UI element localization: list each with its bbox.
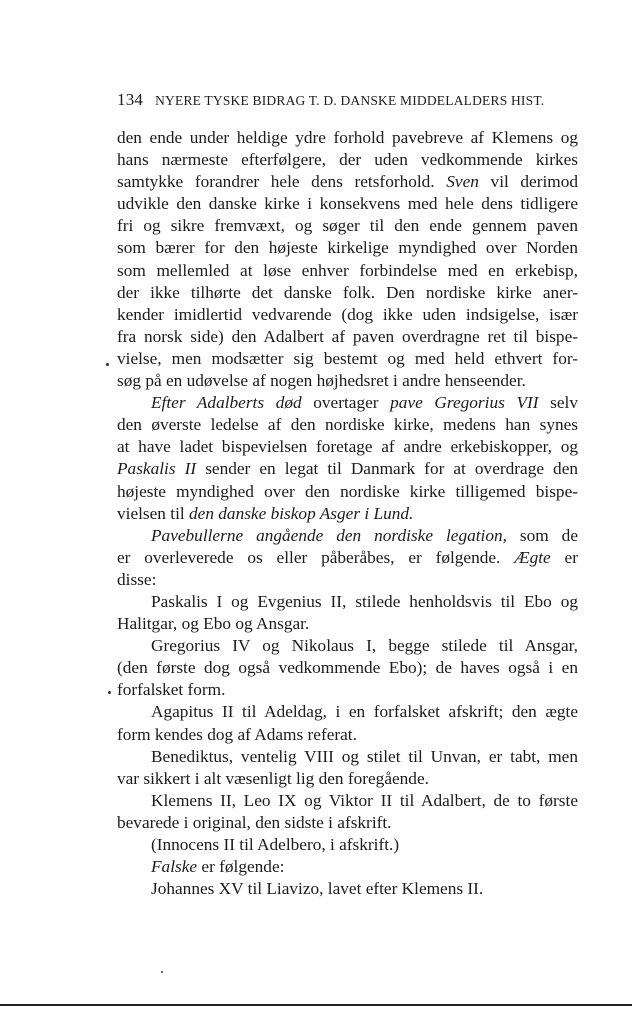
text-line: den øverste ledelse af den nordiske kirke, medens han synes bbox=[117, 415, 578, 435]
italic-run: Sven bbox=[446, 172, 479, 192]
text-run: er følgende: bbox=[201, 857, 285, 877]
text-run: er overleverede os eller påberåbes, er følgende. bbox=[117, 547, 501, 567]
text-line bbox=[117, 525, 578, 547]
text-line: Agapitus II til Adeldag, i en forfalsket afskrift; den ægte bbox=[151, 702, 578, 722]
body-text bbox=[117, 127, 578, 900]
text-line: fri og sikre fremvæxt, og søger til den ende gennem paven bbox=[117, 216, 578, 236]
text-run: vielsen til bbox=[117, 503, 185, 523]
text-line bbox=[117, 392, 578, 414]
italic-run: Efter Adalberts død bbox=[151, 393, 302, 413]
text-line bbox=[117, 547, 578, 569]
text-line: Johannes XV til Liavizo, lavet efter Klemens II. bbox=[151, 879, 484, 899]
text-run: overtager bbox=[313, 393, 379, 413]
text-line: var sikkert i alt væsenligt lig den foregående. bbox=[117, 768, 429, 788]
text-run: selv bbox=[550, 393, 578, 413]
text-line: der ikke tilhørte det danske folk. Den nordiske kirke aner- bbox=[117, 282, 578, 302]
margin-speck bbox=[108, 691, 111, 694]
text-line: udvikle den danske kirke i konsekvens med hele dens tidligere bbox=[117, 194, 578, 214]
text-line: (den første dog også vedkommende Ebo); de haves også i en bbox=[117, 658, 578, 678]
text-run: vil derimod bbox=[490, 172, 579, 192]
italic-run: Falske bbox=[151, 857, 198, 877]
text-line: den ende under heldige ydre forhold pavebreve af Klemens og bbox=[117, 128, 578, 147]
text-run: sender en legat til Danmark for at overdrage den bbox=[205, 459, 579, 479]
text-line: Benediktus, ventelig VIII og stilet til Unvan, er tabt, men bbox=[151, 746, 578, 766]
text-line: forfalsket form. bbox=[117, 680, 226, 700]
text-line: søg på en udøvelse af nogen højhedsret i andre henseender. bbox=[117, 371, 526, 391]
text-line: Halitgar, og Ebo og Ansgar. bbox=[117, 614, 310, 634]
page-edge-rule bbox=[0, 1004, 632, 1006]
text-line: fra norsk side) den Adalbert af paven overdragne ret til bispe- bbox=[117, 326, 578, 346]
text-line: disse: bbox=[117, 569, 157, 589]
italic-run: pave Gregorius VII bbox=[390, 393, 539, 413]
running-title: NYERE TYSKE BIDRAG T. D. DANSKE MIDDELALDERS HIST. bbox=[155, 93, 545, 108]
text-line: form kendes dog af Adams referat. bbox=[117, 724, 357, 744]
italic-run: Paskalis II bbox=[117, 459, 197, 479]
text-line: (Innocens II til Adelbero, i afskrift.) bbox=[151, 835, 400, 854]
text-line: Gregorius IV og Nikolaus I, begge stilede til Ansgar, bbox=[151, 636, 578, 656]
text-line: som bærer for den højeste kirkelige myndighed over Norden bbox=[117, 238, 578, 258]
text-line: hans nærmeste efterfølgere, der uden vedkommende kirkes bbox=[117, 150, 578, 170]
text-run: er bbox=[564, 547, 578, 567]
text-line bbox=[117, 458, 578, 480]
text-line: Klemens II, Leo IX og Viktor II til Adalbert, de to første bbox=[151, 790, 578, 810]
running-header bbox=[117, 90, 577, 110]
text-run: som de bbox=[519, 525, 578, 545]
text-line: højeste myndighed over den nordiske kirke tilligemed bispe- bbox=[117, 481, 578, 501]
text-line: at have ladet bispevielsen foretage af andre erkebiskopper, og bbox=[117, 437, 578, 457]
text-line bbox=[117, 856, 578, 878]
text-line: Paskalis I og Evgenius II, stilede henholdsvis til Ebo og bbox=[151, 591, 578, 611]
italic-run: Pavebullerne angående den nordiske legation, bbox=[151, 525, 507, 545]
text-line: vielse, men modsætter sig bestemt og med held ethvert for- bbox=[117, 348, 578, 368]
italic-run: Ægte bbox=[514, 547, 551, 567]
italic-run: den danske biskop Asger i Lund. bbox=[189, 503, 414, 523]
text-run: samtykke forandrer hele dens retsforhold. bbox=[117, 172, 435, 192]
text-line: kender imidlertid vedvarende (dog ikke uden indsigelse, især bbox=[117, 304, 578, 324]
page-number: 134 bbox=[117, 90, 144, 109]
text-line: bevarede i original, den sidste i afskrift. bbox=[117, 812, 392, 832]
text-line bbox=[117, 503, 578, 525]
margin-speck bbox=[161, 971, 163, 973]
text-line bbox=[117, 171, 578, 193]
text-line: som mellemled at løse enhver forbindelse med en erkebisp, bbox=[117, 260, 578, 280]
margin-speck bbox=[106, 363, 109, 366]
